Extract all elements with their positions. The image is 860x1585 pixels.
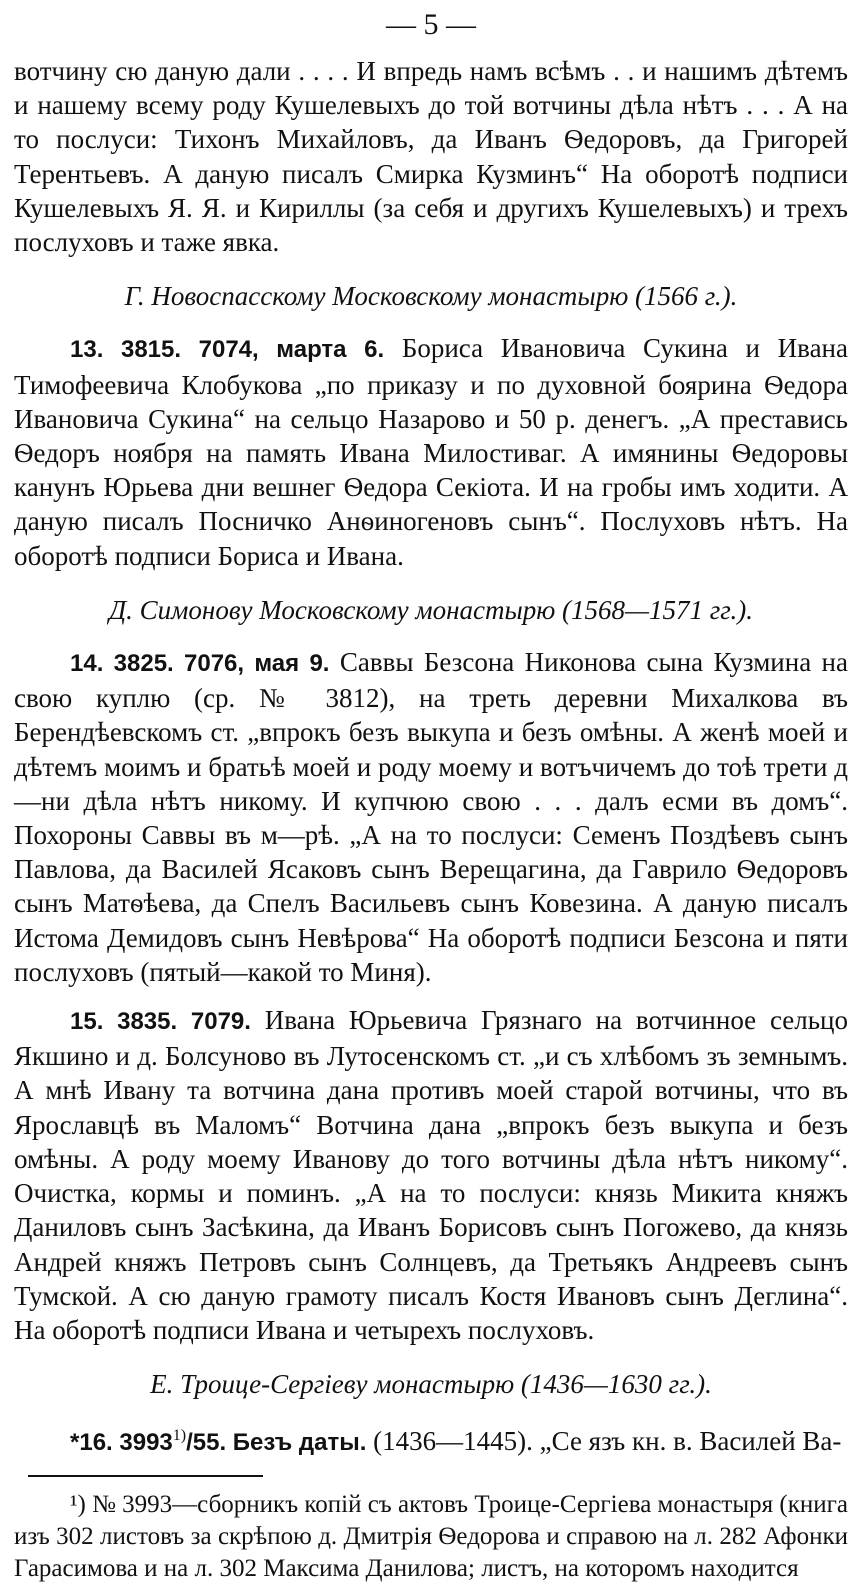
entry-14-number: 14. 3825. 7076, — [70, 650, 245, 678]
entry-15-text: Ивана Юрьевича Грязнаго на вотчинное сельцо Якшино и д. Болсуново въ Лутосенскомъ ст. „и съ хлѣбомъ зъ земнымъ. А мнѣ Ивану та вотчина дана противъ моей старой вотчины, что въ Ярославцѣ въ Маломъ“ Вотчина дана „впрокъ безъ выкупа и безъ омѣны. А роду моему Иванову до того вотчины дѣла нѣтъ никому“. Очистка, кормы и поминъ. „А на то послуси: князь Микита княжъ Даниловъ сынъ Засѣкина, да Иванъ Борисовъ сынъ Погожево, да князь Андрей княжъ Петровъ сынъ Солнцевъ, да Третьякъ Андреевъ сынъ Тумской. А сю даную грамоту писалъ Костя Ивановъ сынъ Деглина“. На оборотѣ подписи Ивана и четырехъ послуховъ. — [14, 1005, 848, 1345]
footnote-text: № 3993—сборникъ копій съ актовъ Троице-Сергіева монастыря (книга изъ 302 листовъ за скрѣпою д. Дмитрія Ѳедорова и справою на л. 282 Афонки Гарасимова и на л. 302 Максима Данилова; листъ, на которомъ находится — [14, 1490, 848, 1582]
section-heading-g: Г. Новоспасскому Московскому монастырю (1566 г.). — [124, 281, 738, 312]
entry-15 — [14, 1003, 848, 1347]
entry-16-number: *16. 3993 — [70, 1429, 173, 1457]
footnote — [14, 1489, 848, 1585]
footnote-ref: 1) — [172, 1427, 187, 1445]
page-number: — 5 — — [386, 8, 476, 41]
entry-13 — [14, 331, 848, 572]
entry-14-date: мая 9. — [244, 650, 330, 678]
entry-16-number-tail: /55. Безъ даты. — [186, 1429, 367, 1457]
footnote-divider — [28, 1475, 263, 1477]
footnote-mark: ¹) — [70, 1490, 86, 1518]
paragraph-continuation: вотчину сю даную дали . . . . И впредь намъ всѣмъ . . и нашимъ дѣтемъ и нашему всему роду Кушелевыхъ до той вотчины дѣла нѣтъ . . . А на то послуси: Тихонъ Михайловъ, да Иванъ Ѳедоровъ, да Григорей Терентьевъ. А даную писалъ Смирка Кузминъ“ На оборотѣ подписи Кушелевыхъ Я. Я. и Кириллы (за себя и другихъ Кушелевыхъ) и трехъ послуховъ и таже явка. — [14, 56, 848, 258]
entry-14-text: Саввы Безсона Никонова сына Кузмина на свою куплю (ср. № 3812), на треть деревни Михалкова въ Берендѣевскомъ ст. „впрокъ безъ выкупа и безъ омѣны. А женѣ моей и дѣтемъ моимъ и братьѣ моей и роду моему и вотъчичемъ до тоѣ трети д—ни дѣла нѣтъ никому. И купчюю свою . . . далъ есми въ домъ“. Похороны Саввы въ м—рѣ. „А на то послуси: Семенъ Поздѣевъ сынъ Павлова, да Василей Ясаковъ сынъ Верещагина, да Гаврило Ѳедоровъ сынъ Матѳѣева, да Спелъ Васильевъ сынъ Ковезина. А даную писалъ Истома Демидовъ сынъ Невѣрова“ На оборотѣ подписи Безсона и пяти послуховъ (пятый—какой то Миня). — [14, 647, 848, 987]
entry-15-number: 15. 3835. 7079. — [70, 1008, 251, 1036]
document-page — [14, 0, 848, 1585]
section-heading-d: Д. Симонову Московскому монастырю (1568—1571 гг.). — [109, 594, 753, 625]
entry-13-number: 13. 3815. 7074, марта 6. — [70, 336, 385, 364]
entry-16-text: (1436—1445). „Се язъ кн. в. Василей Ва- — [366, 1426, 842, 1457]
entry-13-text: Бориса Ивановича Сукина и Ивана Тимофеевича Клобукова „по приказу и по духовной боярина Ѳедора Ивановича Сукина“ на сельцо Назарово и 50 р. денегъ. „А преставись Ѳедоръ ноября на память Ивана Милостиваг. А имянины Ѳедоровы канунъ Юрьева дни вешнег Ѳедора Секіота. И на гробы имъ ходити. А даную писалъ Посничко Анѳиногеновъ сынъ“. Послуховъ нѣтъ. На оборотѣ подписи Бориса и Ивана. — [14, 333, 848, 571]
entry-14 — [14, 645, 848, 989]
section-heading-e: Е. Троице-Сергіеву монастырю (1436—1630 гг.). — [150, 1369, 712, 1400]
entry-16 — [14, 1419, 848, 1460]
